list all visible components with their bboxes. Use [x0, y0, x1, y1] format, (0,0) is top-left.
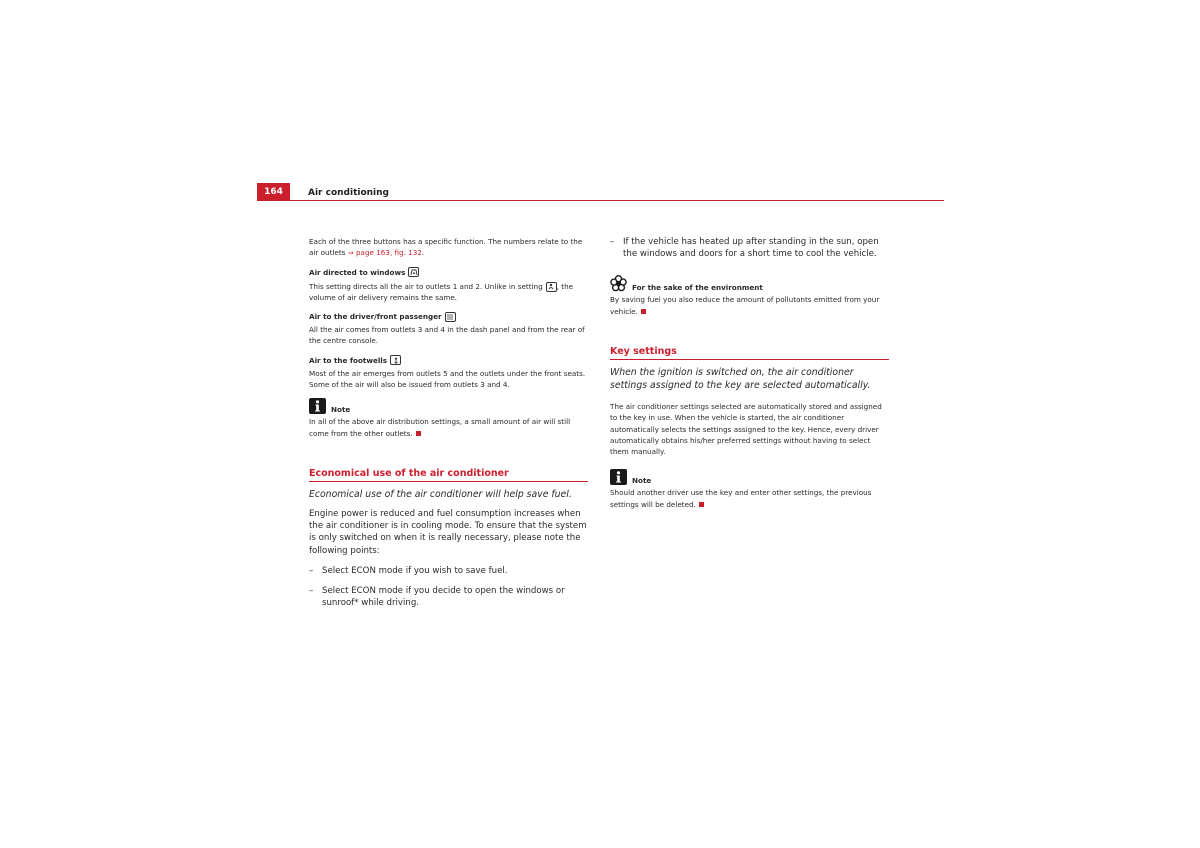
info-icon	[610, 469, 627, 485]
driver-text: All the air comes from outlets 3 and 4 in the dash panel and from the rear of the centre console.	[309, 325, 585, 346]
environment-text: By saving fuel you also reduce the amount of pollutants emitted from your vehicle.	[610, 295, 880, 316]
key-settings-section	[610, 346, 889, 457]
windscreen-air-icon	[408, 267, 419, 277]
list-item: – If the vehicle has heated up after standing in the sun, open the windows and doors for a short time to cool the vehicle.	[610, 237, 879, 260]
windows-text: This setting directs all the air to outlets 1 and 2. Unlike in setting , the volume of air delivery remains the same.	[309, 281, 574, 302]
upper-body-air-icon	[546, 282, 557, 292]
windows-heading: Air directed to windows	[309, 267, 588, 278]
footwell-air-icon	[390, 355, 401, 365]
econ-section	[309, 468, 588, 609]
dash-vents-air-icon	[445, 312, 456, 322]
flower-icon	[610, 275, 627, 292]
footwells-text: Most of the air emerges from outlets 5 and the outlets under the front seats. Some of the air will also be issued from outlets 3 and 4.	[309, 368, 586, 390]
key-settings-intro: When the ignition is switched on, the air conditioner settings assigned to the key are selected automatically.	[610, 367, 871, 391]
intro-paragraph: Each of the three buttons has a specific function. The numbers relate to the air outlets ⇒ page 163, fig. 132.	[309, 237, 583, 258]
driver-heading: Air to the driver/front passenger	[309, 311, 588, 322]
econ-title: Economical use of the air conditioner	[309, 468, 588, 482]
note-text: Should another driver use the key and enter other settings, the previous settings will be deleted.	[610, 488, 872, 509]
note-heading: Note	[610, 469, 889, 485]
page-number: 164	[257, 183, 290, 200]
list-item: – Select ECON mode if you decide to open the windows or sunroof* while driving.	[309, 585, 565, 609]
key-settings-title: Key settings	[610, 346, 889, 360]
footwells-heading: Air to the footwells	[309, 355, 588, 366]
header-rule	[257, 200, 944, 201]
list-item: – Select ECON mode if you wish to save fuel.	[309, 565, 508, 576]
note-text: In all of the above air distribution settings, a small amount of air will still come from the other outlets.	[309, 417, 571, 438]
right-column	[610, 236, 889, 510]
chapter-title: Air conditioning	[308, 188, 389, 198]
info-icon	[309, 398, 326, 414]
key-settings-text: The air conditioner settings selected are automatically stored and assigned to the key in use. When the vehicle is started, the air conditioner automatically selects the settings assigned to the key. Hence, every driver automatically obtains his/her preferred settings without having to select them manually.	[610, 402, 882, 457]
left-column	[309, 236, 588, 609]
section-end-marker	[416, 431, 421, 436]
page-header	[257, 183, 944, 202]
econ-intro: Economical use of the air conditioner will help save fuel.	[309, 488, 572, 500]
page-reference-link[interactable]: ⇒ page 163, fig. 132	[347, 248, 422, 258]
section-end-marker	[699, 502, 704, 507]
econ-body: Engine power is reduced and fuel consumption increases when the air conditioner is in cooling mode. To ensure that the system is only switched on when it is really necessary, please note the following points:	[309, 508, 587, 556]
section-end-marker	[641, 309, 646, 314]
note-heading: Note	[309, 398, 588, 414]
environment-heading: For the sake of the environment	[610, 275, 889, 292]
